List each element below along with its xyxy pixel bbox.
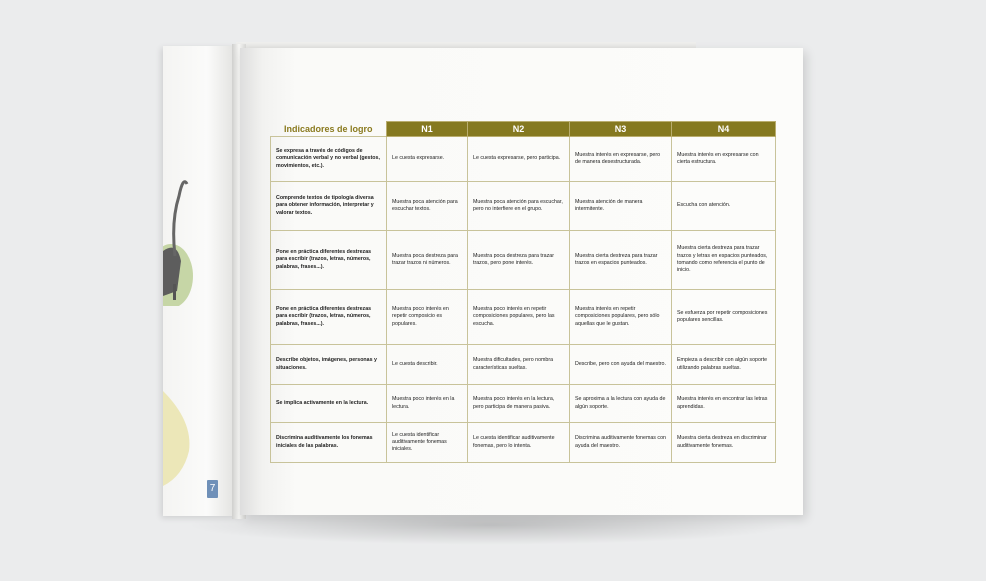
table-header-row (271, 122, 776, 137)
indicator-cell: Comprende textos de tipología diversa para obtener información, interpretar y valorar textos. (271, 182, 387, 231)
level-cell: Muestra poca atención para escuchar textos. (387, 182, 468, 231)
rubric-table (270, 121, 776, 463)
level-cell: Describe, pero con ayuda del maestro. (570, 345, 672, 385)
indicator-cell: Se implica activamente en la lectura. (271, 385, 387, 423)
cat-illustration-icon (163, 166, 203, 306)
level-cell: Le cuesta expresarse, pero participa. (468, 137, 570, 182)
level-cell: Empieza a describir con algún soporte utilizando palabras sueltas. (672, 345, 776, 385)
indicator-cell: Discrimina auditivamente los fonemas iniciales de las palabras. (271, 423, 387, 463)
page-number: 7 (207, 480, 218, 498)
level-cell: Muestra dificultades, pero nombra características sueltas. (468, 345, 570, 385)
level-cell: Le cuesta describir. (387, 345, 468, 385)
level-cell: Se esfuerza por repetir composiciones populares sencillas. (672, 290, 776, 345)
indicator-cell: Pone en práctica diferentes destrezas para escribir (trazos, letras, números, palabras, frases...). (271, 290, 387, 345)
table-row (271, 423, 776, 463)
moon-illustration-icon (163, 391, 193, 486)
level-cell: Muestra poco interés en la lectura, pero participa de manera pasiva. (468, 385, 570, 423)
table-row (271, 182, 776, 231)
level-cell: Se aproxima a la lectura con ayuda de algún soporte. (570, 385, 672, 423)
header-level-n3: N3 (570, 122, 672, 137)
header-level-n4: N4 (672, 122, 776, 137)
level-cell: Muestra cierta destreza para trazar trazos en espacios punteados. (570, 231, 672, 290)
left-page (163, 46, 243, 516)
table-row (271, 345, 776, 385)
level-cell: Le cuesta identificar auditivamente fonemas iniciales. (387, 423, 468, 463)
header-level-n1: N1 (387, 122, 468, 137)
level-cell: Muestra interés en encontrar las letras aprendidas. (672, 385, 776, 423)
table-row (271, 137, 776, 182)
level-cell: Muestra poco interés en la lectura. (387, 385, 468, 423)
level-cell: Le cuesta identificar auditivamente fonemas, pero lo intenta. (468, 423, 570, 463)
level-cell: Muestra interés en expresarse, pero de manera desestructurada. (570, 137, 672, 182)
level-cell: Discrimina auditivamente fonemas con ayuda del maestro. (570, 423, 672, 463)
header-level-n2: N2 (468, 122, 570, 137)
level-cell: Muestra interés en repetir composiciones populares, pero sólo aquellas que le gustan. (570, 290, 672, 345)
indicator-cell: Pone en práctica diferentes destrezas para escribir (trazos, letras, números, palabras, frases...). (271, 231, 387, 290)
table-row (271, 385, 776, 423)
level-cell: Muestra atención de manera intermitente. (570, 182, 672, 231)
header-indicators: Indicadores de logro (283, 123, 373, 134)
indicator-cell: Describe objetos, imágenes, personas y situaciones. (271, 345, 387, 385)
table-row (271, 231, 776, 290)
level-cell: Muestra interés en expresarse con cierta estructura. (672, 137, 776, 182)
level-cell: Muestra poca atención para escuchar, pero no interfiere en el grupo. (468, 182, 570, 231)
level-cell: Muestra cierta destreza para trazar trazos y letras en espacios punteados, tomando como referencia el punto de inicio. (672, 231, 776, 290)
level-cell: Escucha con atención. (672, 182, 776, 231)
indicator-cell: Se expresa a través de códigos de comunicación verbal y no verbal (gestos, movimientos, etc.). (271, 137, 387, 182)
level-cell: Muestra cierta destreza en discriminar auditivamente fonemas. (672, 423, 776, 463)
level-cell: Muestra poco interés en repetir composiciones populares, pero las escucha. (468, 290, 570, 345)
table-row (271, 290, 776, 345)
level-cell: Muestra poco interés en repetir composicio es populares. (387, 290, 468, 345)
level-cell: Muestra poca destreza para trazar trazos, pero pone interés. (468, 231, 570, 290)
level-cell: Muestra poca destreza para trazar trazos ni números. (387, 231, 468, 290)
level-cell: Le cuesta expresarse. (387, 137, 468, 182)
